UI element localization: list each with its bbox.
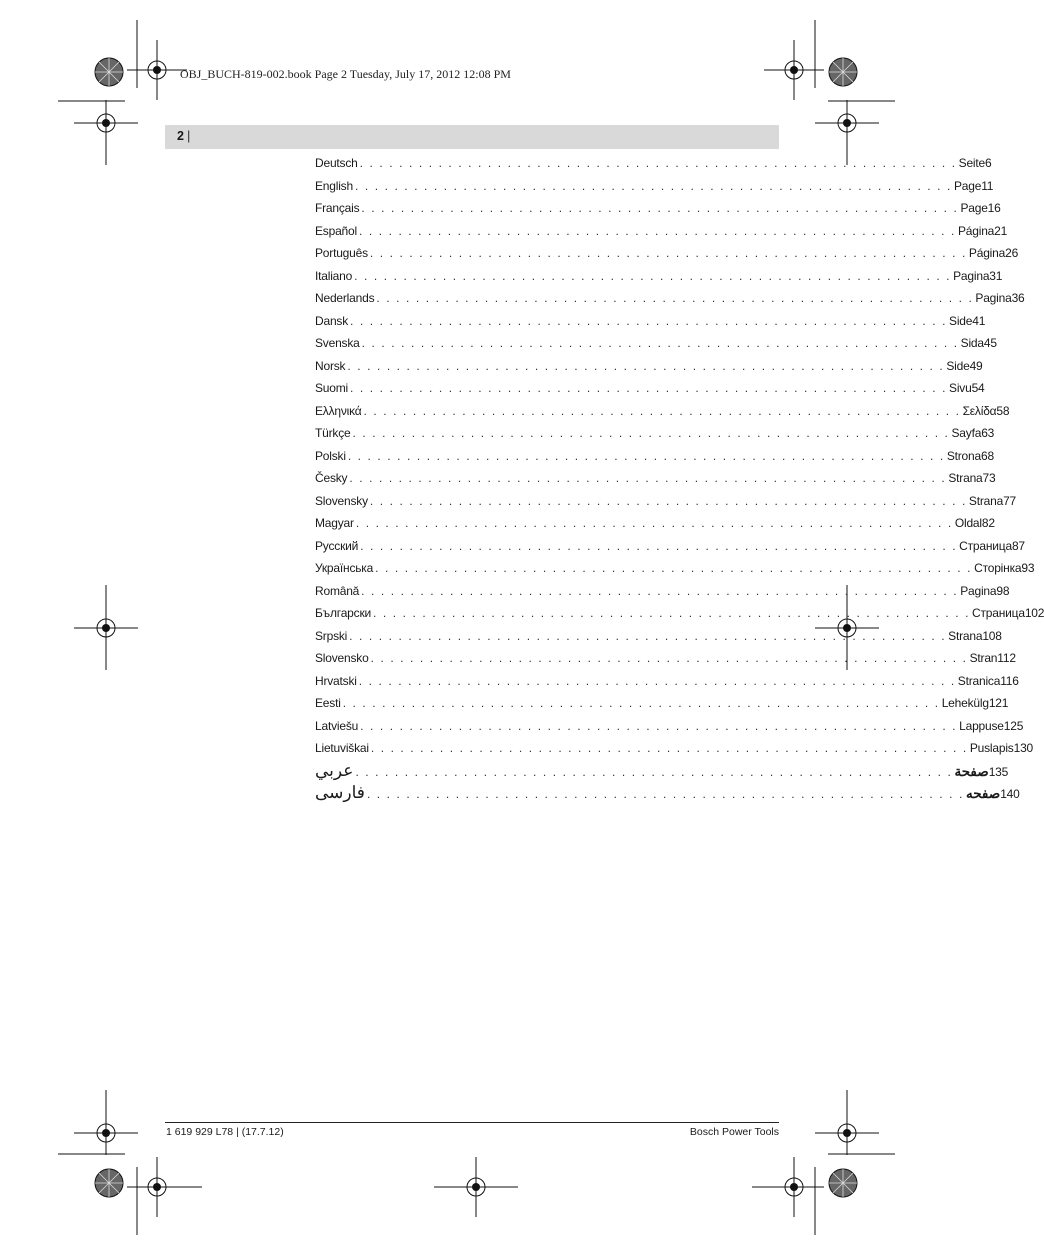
toc-leader-dots: . . . . . . . . . . . . . . . . . . . . . . . . . . . . . . . . . . . . . . . . . . . . . . . . . . . . . . . . . . . . .	[361, 201, 959, 215]
toc-page-number: 116	[1000, 673, 1019, 688]
toc-language: عربي	[315, 760, 354, 780]
toc-leader-dots: . . . . . . . . . . . . . . . . . . . . . . . . . . . . . . . . . . . . . . . . . . . . . . . . . . . . . . . . . . . . .	[373, 606, 971, 620]
toc-leader-dots: . . . . . . . . . . . . . . . . . . . . . . . . . . . . . . . . . . . . . . . . . . . . . . . . . . . . . . . . . . . . .	[370, 741, 968, 755]
toc-page-word: Stran	[969, 651, 998, 665]
toc-entry	[315, 625, 1002, 648]
toc-page-number: 49	[969, 358, 983, 373]
toc-page-number: 108	[982, 628, 1002, 643]
toc-language: Русский	[315, 538, 359, 553]
toc-entry	[315, 760, 1009, 783]
toc-leader-dots: . . . . . . . . . . . . . . . . . . . . . . . . . . . . . . . . . . . . . . . . . . . . . . . . . . . . . . . . . . . . .	[350, 313, 948, 328]
toc-entry	[315, 400, 1010, 423]
toc-page-word: Sida	[960, 336, 984, 350]
toc-leader-dots: . . . . . . . . . . . . . . . . . . . . . . . . . . . . . . . . . . . . . . . . . . . . . . . . . . . . . . . . . . . . .	[358, 223, 956, 238]
toc-language: Українська	[315, 561, 374, 575]
toc-entry	[315, 535, 1025, 558]
toc-page-word: Pagina	[975, 291, 1012, 305]
toc-entry	[315, 175, 994, 198]
toc-entry	[315, 602, 1044, 625]
toc-language: Česky	[315, 471, 348, 485]
toc-entry	[315, 287, 1025, 310]
toc-page-word: Strana	[948, 471, 983, 485]
toc-leader-dots: . . . . . . . . . . . . . . . . . . . . . . . . . . . . . . . . . . . . . . . . . . . . . . . . . . . . . . . . . . . . .	[361, 583, 959, 598]
toc-leader-dots: . . . . . . . . . . . . . . . . . . . . . . . . . . . . . . . . . . . . . . . . . . . . . . . . . . . . . . . . . . . . .	[342, 696, 940, 710]
toc-page-word: Sayfa	[951, 426, 982, 440]
toc-page-number: 41	[972, 313, 986, 328]
footer-brand: Bosch Power Tools	[689, 1126, 779, 1138]
toc-entry	[315, 580, 1010, 603]
toc-page-word: Puslapis	[969, 741, 1014, 755]
toc-page-word: Página	[968, 246, 1006, 260]
toc-page-number: 140	[1000, 787, 1020, 801]
toc-leader-dots: . . . . . . . . . . . . . . . . . . . . . . . . . . . . . . . . . . . . . . . . . . . . . . . . . . . . . . . . . . . . .	[354, 268, 952, 283]
toc-leader-dots: . . . . . . . . . . . . . . . . . . . . . . . . . . . . . . . . . . . . . . . . . . . . . . . . . . . . . . . . . . . . .	[347, 448, 945, 463]
toc-page-number: 36	[1011, 291, 1025, 305]
toc-page-word: Lappuse	[959, 718, 1004, 733]
toc-page-word: Side	[949, 313, 973, 328]
toc-language: Eesti	[315, 696, 341, 710]
toc-leader-dots: . . . . . . . . . . . . . . . . . . . . . . . . . . . . . . . . . . . . . . . . . . . . . . . . . . . . . . . . . . . . .	[359, 156, 957, 170]
toc-leader-dots: . . . . . . . . . . . . . . . . . . . . . . . . . . . . . . . . . . . . . . . . . . . . . . . . . . . . . . . . . . . . .	[360, 538, 958, 553]
toc-page-number: 135	[988, 764, 1009, 779]
footer-document-code: 1 619 929 L78 | (17.7.12)	[166, 1126, 284, 1138]
toc-entry	[315, 242, 1019, 265]
toc-page-number: 102	[1024, 606, 1044, 620]
toc-entry	[315, 715, 1024, 738]
toc-entry	[315, 422, 995, 445]
toc-entry	[315, 467, 996, 490]
toc-language: فارسی	[315, 783, 365, 802]
toc-language: Slovensky	[315, 493, 368, 508]
page-number: 2	[177, 129, 184, 143]
toc-page-word: صفحة	[954, 763, 989, 779]
toc-page-number: 73	[982, 471, 996, 485]
toc-leader-dots: . . . . . . . . . . . . . . . . . . . . . . . . . . . . . . . . . . . . . . . . . . . . . . . . . . . . . . . . . . . . .	[349, 471, 947, 485]
toc-language: Türkçe	[315, 426, 351, 440]
toc-language: Magyar	[315, 516, 354, 530]
page-header-band	[165, 125, 779, 149]
toc-page-number: 125	[1003, 718, 1024, 733]
crop-marks-bottom	[0, 1085, 954, 1255]
toc-page-word: Strona	[946, 448, 981, 463]
toc-page-number: 121	[988, 696, 1009, 710]
toc-leader-dots: . . . . . . . . . . . . . . . . . . . . . . . . . . . . . . . . . . . . . . . . . . . . . . . . . . . . . . . . . . . . .	[370, 651, 968, 665]
toc-entry	[315, 670, 1019, 693]
toc-leader-dots: . . . . . . . . . . . . . . . . . . . . . . . . . . . . . . . . . . . . . . . . . . . . . . . . . . . . . . . . . . . . .	[349, 628, 947, 643]
toc-page-word: Сторінка	[974, 561, 1022, 575]
toc-page-word: Oldal	[954, 516, 982, 530]
toc-page-number: 77	[1003, 493, 1017, 508]
toc-language: Română	[315, 583, 360, 598]
toc-page-word: Side	[946, 358, 970, 373]
toc-entry	[315, 310, 986, 333]
toc-page-word: Sivu	[949, 381, 972, 395]
toc-page-number: 26	[1005, 246, 1019, 260]
toc-page-number: 16	[987, 201, 1001, 215]
toc-leader-dots: . . . . . . . . . . . . . . . . . . . . . . . . . . . . . . . . . . . . . . . . . . . . . . . . . . . . . . . . . . . . .	[363, 403, 961, 418]
toc-page-word: Σελίδα	[962, 403, 997, 418]
toc-entry	[315, 647, 1016, 670]
toc-page-number: 11	[981, 178, 994, 193]
toc-page-word: Seite	[958, 156, 985, 170]
toc-language: Español	[315, 223, 357, 238]
toc-leader-dots: . . . . . . . . . . . . . . . . . . . . . . . . . . . . . . . . . . . . . . . . . . . . . . . . . . . . . . . . . . . . .	[375, 561, 973, 575]
toc-page-number: 112	[997, 651, 1016, 665]
toc-entry	[315, 512, 995, 535]
table-of-contents	[315, 152, 1044, 805]
toc-entry	[315, 377, 985, 400]
toc-language: Polski	[315, 448, 346, 463]
toc-page-number: 6	[985, 156, 992, 170]
header-separator: |	[187, 128, 191, 143]
toc-page-number: 98	[996, 583, 1010, 598]
toc-language: Svenska	[315, 336, 360, 350]
toc-page-number: 45	[983, 336, 997, 350]
toc-page-word: Strana	[968, 493, 1004, 508]
toc-language: Latviešu	[315, 718, 359, 733]
toc-page-number: 130	[1013, 741, 1034, 755]
toc-leader-dots: . . . . . . . . . . . . . . . . . . . . . . . . . . . . . . . . . . . . . . . . . . . . . . . . . . . . . . . . . . . . .	[354, 178, 952, 193]
toc-entry	[315, 692, 1009, 715]
slug-line: OBJ_BUCH-819-002.book Page 2 Tuesday, July 17, 2012 12:08 PM	[180, 67, 511, 81]
toc-page-number: 93	[1021, 561, 1035, 575]
toc-leader-dots: . . . . . . . . . . . . . . . . . . . . . . . . . . . . . . . . . . . . . . . . . . . . . . . . . . . . . . . . . . . . .	[360, 718, 958, 733]
toc-page-word: Stranica	[957, 673, 1001, 688]
toc-language: Slovensko	[315, 651, 369, 665]
toc-language: Български	[315, 606, 371, 620]
toc-page-number: 63	[981, 426, 995, 440]
toc-leader-dots: . . . . . . . . . . . . . . . . . . . . . . . . . . . . . . . . . . . . . . . . . . . . . . . . . . . . . . . . . . . . .	[350, 381, 948, 395]
toc-leader-dots: . . . . . . . . . . . . . . . . . . . . . . . . . . . . . . . . . . . . . . . . . . . . . . . . . . . . . . . . . . . . .	[369, 493, 967, 508]
toc-page-word: Pagina	[953, 268, 990, 283]
toc-leader-dots: . . . . . . . . . . . . . . . . . . . . . . . . . . . . . . . . . . . . . . . . . . . . . . . . . . . . . . . . . . . . .	[352, 426, 950, 440]
toc-entry	[315, 355, 983, 378]
toc-page-word: Pagina	[960, 583, 997, 598]
toc-page-number: 58	[996, 403, 1010, 418]
toc-entry	[315, 152, 992, 175]
footer-rule	[165, 1122, 779, 1123]
toc-page-number: 82	[981, 516, 995, 530]
toc-page-word: Страница	[959, 538, 1012, 553]
toc-leader-dots: . . . . . . . . . . . . . . . . . . . . . . . . . . . . . . . . . . . . . . . . . . . . . . . . . . . . . . . . . . . . .	[369, 246, 967, 260]
toc-language: English	[315, 178, 353, 193]
toc-entry	[315, 197, 1001, 220]
toc-page-word: Strana	[948, 628, 983, 643]
toc-language: Srpski	[315, 628, 348, 643]
toc-page-number: 21	[994, 223, 1008, 238]
toc-language: Norsk	[315, 358, 346, 373]
toc-entry	[315, 782, 1020, 805]
toc-language: Dansk	[315, 313, 349, 328]
toc-language: Ελληνικά	[315, 403, 362, 418]
toc-page-number: 68	[980, 448, 994, 463]
toc-leader-dots: . . . . . . . . . . . . . . . . . . . . . . . . . . . . . . . . . . . . . . . . . . . . . . . . . . . . . . . . . . . . .	[355, 764, 953, 779]
toc-entry	[315, 445, 994, 468]
toc-entry	[315, 265, 1003, 288]
toc-page-word: Page	[960, 201, 988, 215]
toc-leader-dots: . . . . . . . . . . . . . . . . . . . . . . . . . . . . . . . . . . . . . . . . . . . . . . . . . . . . . . . . . . . . .	[376, 291, 974, 305]
toc-page-number: 54	[971, 381, 985, 395]
toc-language: Lietuviškai	[315, 741, 369, 755]
toc-leader-dots: . . . . . . . . . . . . . . . . . . . . . . . . . . . . . . . . . . . . . . . . . . . . . . . . . . . . . . . . . . . . .	[347, 358, 945, 373]
toc-language: Français	[315, 201, 360, 215]
toc-page-word: Страница	[972, 606, 1025, 620]
toc-leader-dots: . . . . . . . . . . . . . . . . . . . . . . . . . . . . . . . . . . . . . . . . . . . . . . . . . . . . . . . . . . . . .	[358, 673, 956, 688]
toc-entry	[315, 220, 1008, 243]
toc-page-word: Página	[957, 223, 995, 238]
toc-entry	[315, 332, 997, 355]
toc-page-number: 87	[1011, 538, 1025, 553]
toc-language: Português	[315, 246, 368, 260]
toc-language: Italiano	[315, 268, 353, 283]
toc-language: Nederlands	[315, 291, 375, 305]
toc-page-word: Page	[953, 178, 982, 193]
toc-language: Suomi	[315, 381, 349, 395]
toc-entry	[315, 557, 1035, 580]
toc-page-word: Lehekülg	[941, 696, 989, 710]
toc-language: Deutsch	[315, 156, 358, 170]
toc-leader-dots: . . . . . . . . . . . . . . . . . . . . . . . . . . . . . . . . . . . . . . . . . . . . . . . . . . . . . . . . . . . . .	[355, 516, 953, 530]
toc-leader-dots: . . . . . . . . . . . . . . . . . . . . . . . . . . . . . . . . . . . . . . . . . . . . . . . . . . . . . . . . . . . . .	[366, 787, 964, 801]
toc-entry	[315, 490, 1017, 513]
toc-language: Hrvatski	[315, 673, 357, 688]
toc-entry	[315, 737, 1034, 760]
toc-page-word: صفحه	[965, 786, 1001, 801]
toc-leader-dots: . . . . . . . . . . . . . . . . . . . . . . . . . . . . . . . . . . . . . . . . . . . . . . . . . . . . . . . . . . . . .	[361, 336, 959, 350]
toc-page-number: 31	[989, 268, 1003, 283]
